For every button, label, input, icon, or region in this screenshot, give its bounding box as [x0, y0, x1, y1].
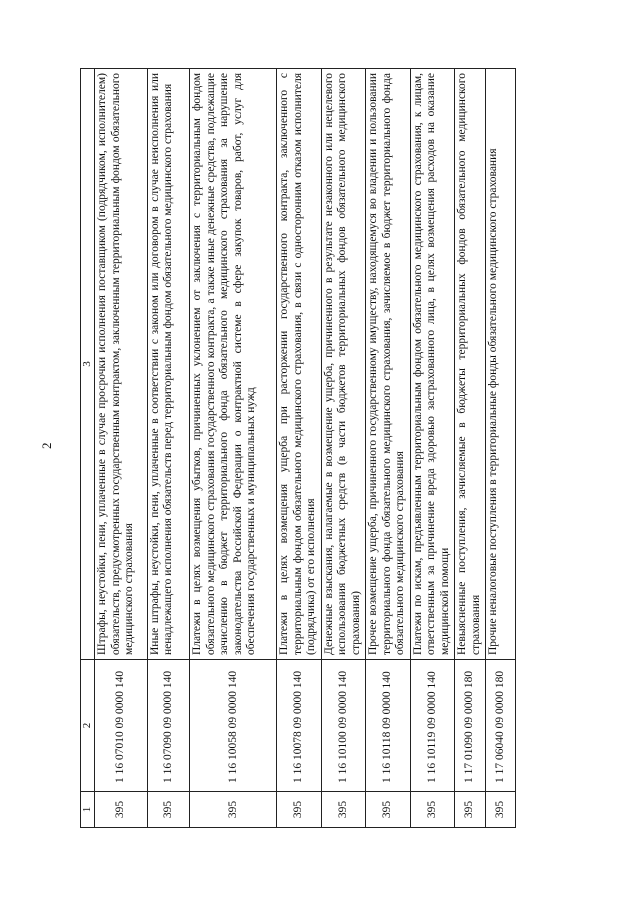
budget-code-cell: 1 16 10100 09 0000 140: [321, 660, 365, 792]
budget-code-cell: 1 16 10118 09 0000 140: [366, 660, 410, 792]
budget-code-cell: 1 16 10078 09 0000 140: [277, 660, 321, 792]
admin-code-cell: 395: [485, 792, 515, 828]
table-row: [366, 69, 410, 828]
budget-code-cell: 1 17 01090 09 0000 180: [455, 660, 485, 792]
admin-code-cell: 395: [95, 792, 148, 828]
table-row: [95, 69, 148, 828]
admin-code-cell: 395: [190, 792, 277, 828]
table-row: [485, 69, 515, 828]
revenue-name-cell: Прочие неналоговые поступления в территориальные фонды обязательного медицинского страхования: [485, 69, 515, 660]
admin-code-cell: 395: [277, 792, 321, 828]
revenue-name-cell: Платежи в целях возмещения убытков, причиненных уклонением от заключения с территориальным фондом обязательного медицинского страхования государственного контракта, а также иные денежные средства, подлежащие зачислению в бюджет территориального фонда обязательного медицинского страхования за нарушение законодательства Российской Федерации о контрактной системе в сфере закупок товаров, работ, услуг для обеспечения государственных и муниципальных нужд: [190, 69, 277, 660]
revenue-name-cell: Платежи в целях возмещения ущерба при расторжении государственного контракта, заключенного с территориальным фондом обязательного медицинского страхования, в связи с односторонним отказом исполнителя (подрядчика) от его исполнения: [277, 69, 321, 660]
admin-code-cell: 395: [410, 792, 454, 828]
table-row: [147, 69, 189, 828]
budget-code-cell: 1 16 10058 09 0000 140: [190, 660, 277, 792]
admin-code-cell: 395: [147, 792, 189, 828]
header-col-1: 1: [81, 792, 95, 828]
revenue-name-cell: Прочее возмещение ущерба, причиненного государственному имуществу, находящемуся во владении и пользовании территориального фонда обязательного медицинского страхования, зачисляемое в бюджет территориального фонда обязательного медицинского страхования: [366, 69, 410, 660]
table-row: [190, 69, 277, 828]
revenue-name-cell: Штрафы, неустойки, пени, уплаченные в случае просрочки исполнения поставщиком (подрядчиком, исполнителем) обязательств, предусмотренных государственным контрактом, заключенным территориальным фондом обязательного медицинского страхования: [95, 69, 148, 660]
budget-code-cell: 1 16 07090 09 0000 140: [147, 660, 189, 792]
admin-code-cell: 395: [455, 792, 485, 828]
revenue-name-cell: Платежи по искам, предъявленным территориальным фондом обязательного медицинского страхования, к лицам, ответственным за причинение вреда здоровью застрахованного лица, в целях возмещения расходов на оказание медицинской помощи: [410, 69, 454, 660]
budget-code-cell: 1 16 10119 09 0000 140: [410, 660, 454, 792]
page-number: 2: [39, 442, 54, 449]
table-header-row: [81, 69, 95, 828]
table-row: [455, 69, 485, 828]
budget-code-cell: 1 16 07010 09 0000 140: [95, 660, 148, 792]
table-row: [410, 69, 454, 828]
revenue-codes-table: [80, 68, 516, 828]
rotated-page-content: [80, 68, 516, 828]
admin-code-cell: 395: [321, 792, 365, 828]
revenue-name-cell: Денежные взыскания, налагаемые в возмещение ущерба, причиненного в результате незаконного или нецелевого использования бюджетных средств (в части бюджетов территориальных фондов обязательного медицинского страхования): [321, 69, 365, 660]
header-col-2: 2: [81, 660, 95, 792]
revenue-name-cell: Невыясненные поступления, зачисляемые в бюджеты территориальных фондов обязательного медицинского страхования: [455, 69, 485, 660]
budget-code-cell: 1 17 06040 09 0000 180: [485, 660, 515, 792]
header-col-3: 3: [81, 69, 95, 660]
table-row: [321, 69, 365, 828]
table-row: [277, 69, 321, 828]
revenue-name-cell: Иные штрафы, неустойки, пени, уплаченные в соответствии с законом или договором в случае неисполнения или ненадлежащего исполнения обязательств перед территориальным фондом обязательного медицинского страхования: [147, 69, 189, 660]
admin-code-cell: 395: [366, 792, 410, 828]
